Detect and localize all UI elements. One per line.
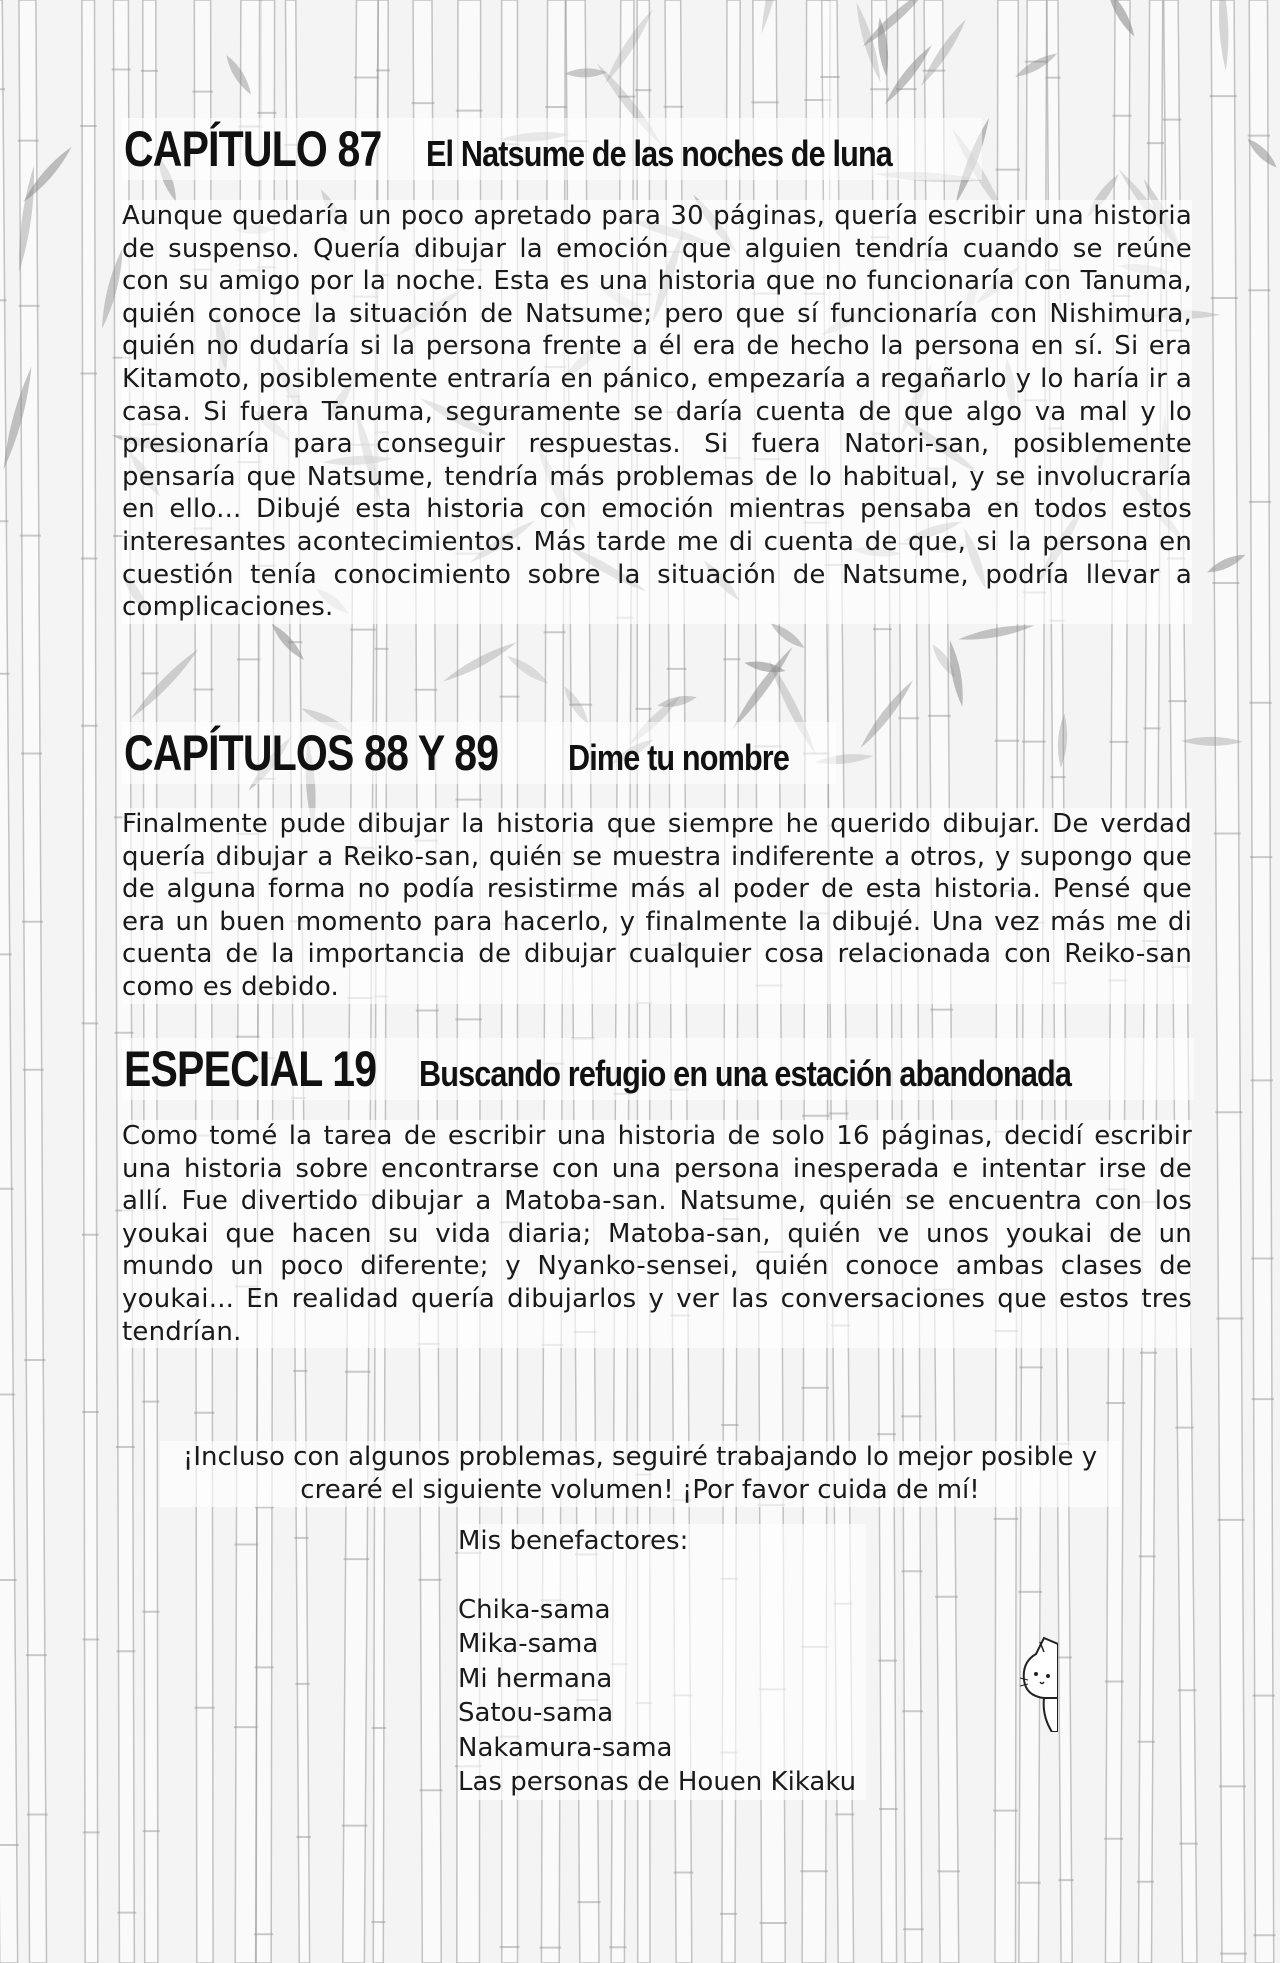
nyanko-cat-icon bbox=[1014, 1636, 1058, 1732]
section-body-chapters-88-89: Finalmente pude dibujar la historia que siempre he querido dibujar. De verdad quería dibujar a Reiko-san, quién se muestra indiferente a otros, y supongo que de alguna forma no podía resistirme más al poder de esta historia. Pensé que era un buen momento para hacerlo, y finalmente la dibujé. Una vez más me di cuenta de la importancia de dibujar cualquier cosa relacionada con Reiko-san como es debido. bbox=[122, 809, 1192, 1002]
benefactor-item: Chika-sama bbox=[458, 1594, 611, 1625]
section-heading-chapter-87 bbox=[122, 118, 982, 180]
benefactor-item: Mika-sama bbox=[458, 1629, 599, 1659]
benefactor-item: Mi hermana bbox=[458, 1663, 613, 1694]
section-body-special-19: Como tomé la tarea de escribir una historia de solo 16 páginas, decidí escribir una historia sobre encontrarse con una persona inesperada e intentar irse de allí. Fue divertido dibujar a Matoba-san. Natsume, quién se encuentra con los youkai que hacen su vida diaria; Matoba-san, quién ve unos youkai de un mundo un poco diferente; y Nyanko-sensei, quién conoce ambas clases de youkai... En realidad quería dibujarlos y ver las conversaciones que estos tres tendrían. bbox=[122, 1121, 1192, 1347]
section-heading-special-19 bbox=[122, 1038, 1194, 1100]
benefactors-title: Mis benefactores: bbox=[458, 1526, 689, 1556]
benefactor-item: Satou-sama bbox=[458, 1698, 614, 1728]
section-body-chapter-87: Aunque quedaría un poco apretado para 30 páginas, quería escribir una historia de suspenso. Quería dibujar la emoción que alguien tendría cuando se reúne con su amigo por la noche. Esta es una historia que no funcionaría con Tanuma, quién conoce la situación de Natsume; pero que sí funcionaría con Nishimura, quién no dudaría si la persona frente a él era de hecho la persona en sí. Si era Kitamoto, posiblemente entraría en pánico, empezaría a regañarlo y lo haría ir a casa. Si fuera Tanuma, seguramente se daría cuenta de que algo va mal y lo presionaría para conseguir respuestas. Si fuera Natori-san, posiblemente pensaría que Natsume, tendría más problemas de lo habitual, y se involucraría en ello... Dibujé esta historia con emoción mientras pensaba en todos estos interesantes acontecimientos. Más tarde me di cuenta de que, si la persona en cuestión tenía conocimiento sobre la situación de Natsume, podría llevar a complicaciones. bbox=[122, 201, 1192, 623]
section-subtitle: El Natsume de las noches de luna bbox=[425, 133, 892, 174]
section-subtitle: Dime tu nombre bbox=[568, 737, 790, 778]
benefactors-list bbox=[458, 1524, 866, 1800]
closing-message: ¡Incluso con algunos problemas, seguiré trabajando lo mejor posible y crearé el siguiente volumen! ¡Por favor cuida de mí! bbox=[160, 1441, 1120, 1507]
section-title: ESPECIAL 19 bbox=[124, 1041, 377, 1097]
benefactor-item: Las personas de Houen Kikaku bbox=[458, 1767, 857, 1797]
section-title: CAPÍTULOS 88 Y 89 bbox=[124, 725, 499, 781]
section-heading-chapters-88-89 bbox=[122, 722, 836, 784]
section-subtitle: Buscando refugio en una estación abandonada bbox=[419, 1053, 1072, 1094]
section-title: CAPÍTULO 87 bbox=[124, 121, 382, 177]
benefactor-item: Nakamura-sama bbox=[458, 1732, 673, 1763]
